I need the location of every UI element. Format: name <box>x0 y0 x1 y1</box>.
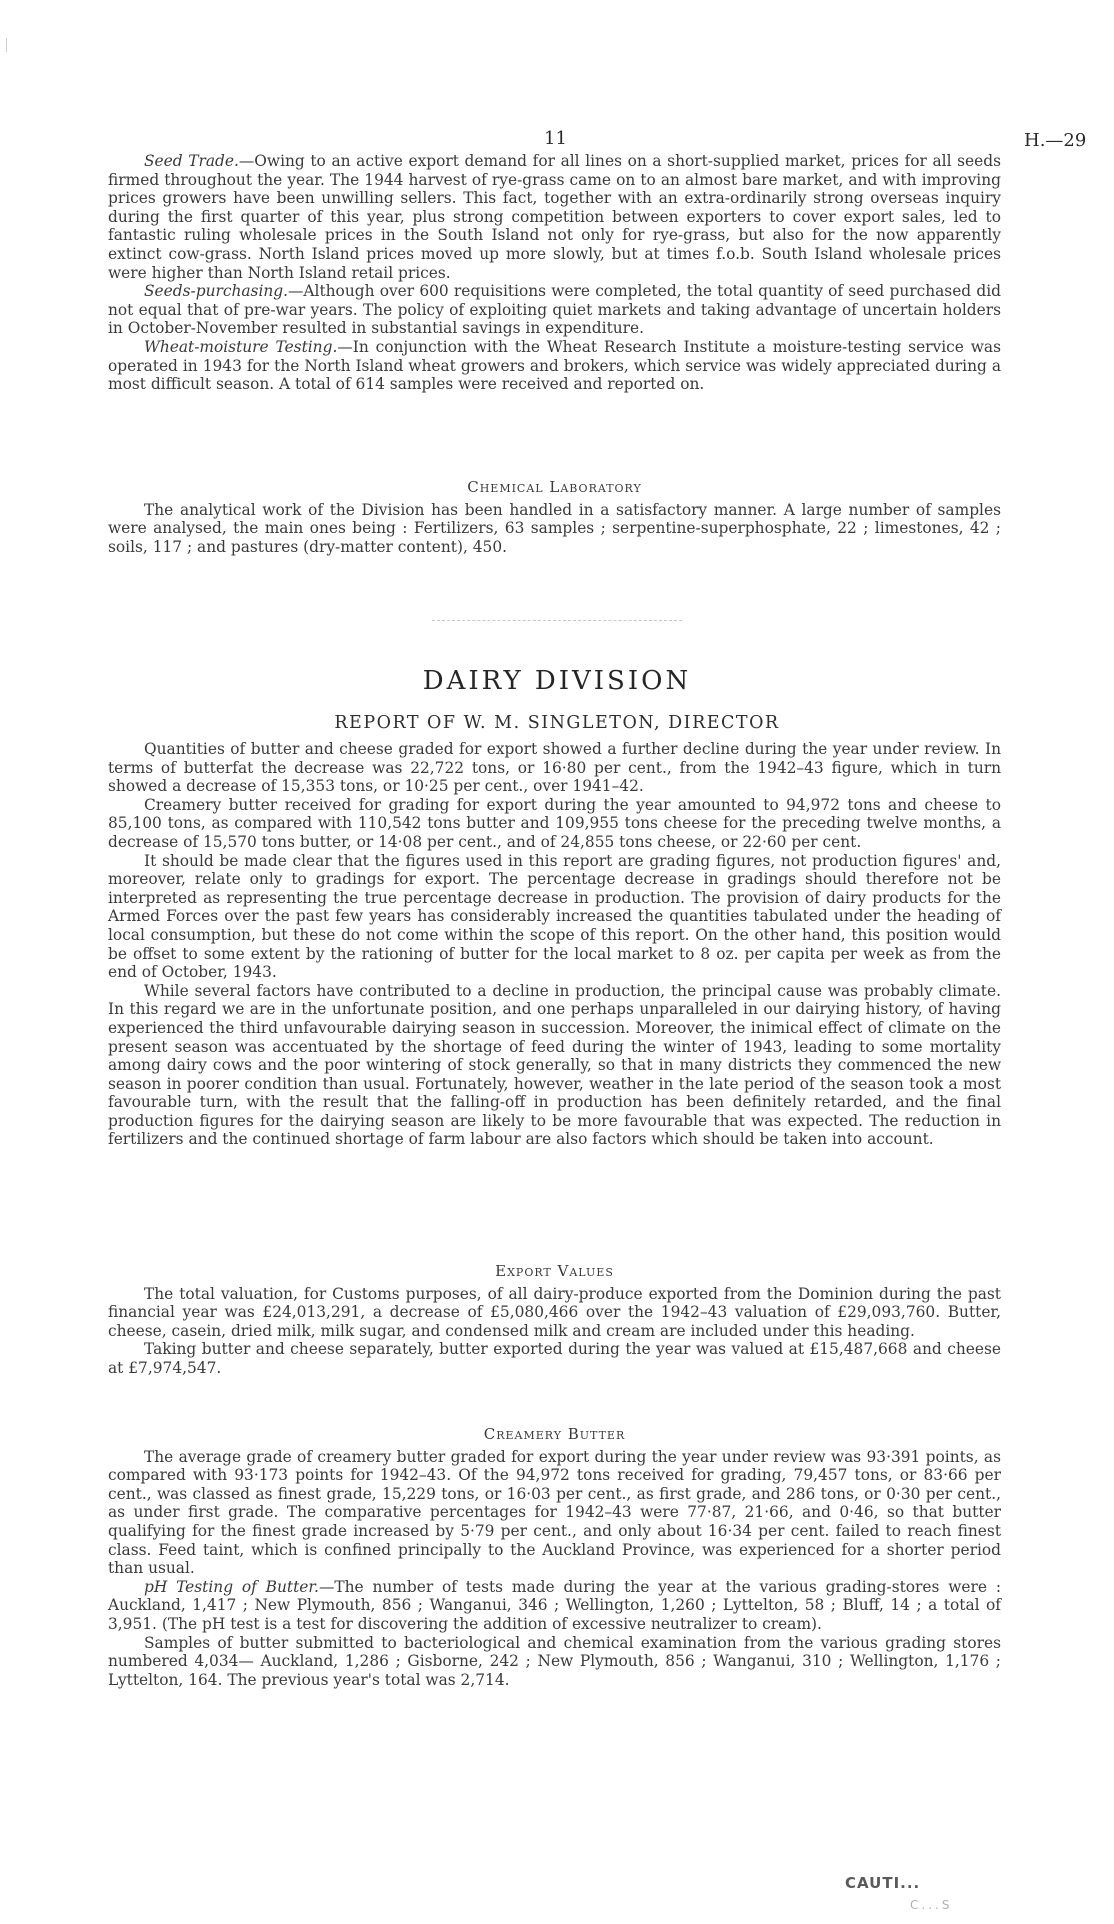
run-in-heading: Wheat-moisture Testing. <box>144 337 338 356</box>
paragraph-average-grade <box>108 1448 1001 1578</box>
run-in-heading: Seeds-purchasing. <box>144 282 289 301</box>
paragraph-text: —Although over 600 requisitions were completed, the total quantity of seed purchased did not equal that of pre-war years. The policy of exploiting quiet markets and taking advantage of uncertain holders in October-November resulted in substantial savings in expenditure. <box>108 282 1001 338</box>
paragraph-chemical-lab: The analytical work of the Division has been handled in a satisfactory manner. A large number of samples were analysed, the main ones being : Fertilizers, 63 samples ; serpentine-superphosphate, 22 ; limestones, 42 ; soils, 117 ; and pastures (dry-matter content), 450. <box>108 500 1001 556</box>
paragraph-creamery-totals: Creamery butter received for grading for export during the year amounted to 94,972 tons and cheese to 85,100 tons, as compared with 110,542 tons butter and 109,955 tons cheese for the preceding twelve months, a decrease of 15,570 tons butter, or 14·08 per cent., and of 24,855 tons cheese, or 22·60 per cent. <box>108 795 1001 851</box>
paragraph-seed-trade <box>108 152 1001 282</box>
paragraph-butter-cheese-values: Taking butter and cheese separately, butter exported during the year was valued at £15,487,668 and cheese at £7,974,547. <box>108 1340 1001 1377</box>
paragraph-text: —The number of tests made during the year at the various grading-stores were : Auckland, 1,417 ; New Plymouth, 856 ; Wanganui, 346 ; Wellington, 1,260 ; Lyttelton, 58 ; Bluff, 14 ; a total of 3,951. (The pH test is a test for discovering the addition of excessive neutralizer to cream). <box>108 1577 1002 1633</box>
chemical-lab-section <box>108 478 1001 556</box>
caution-stamp: CAUTI... <box>845 1874 921 1892</box>
run-in-heading: pH Testing of Butter. <box>144 1577 319 1596</box>
page-reference: H.—29 <box>1024 130 1087 151</box>
dairy-division-body <box>108 740 1001 1149</box>
paragraph-total-valuation: The total valuation, for Customs purposes, of all dairy-produce exported from the Dominion during the past financial year was £24,013,291, a decrease of £5,080,466 over the 1942–43 valuation of £29,093,760. Butter, cheese, casein, dried milk, milk sugar, and condensed milk and cream are included under this heading. <box>108 1284 1001 1340</box>
run-in-heading: Seed Trade. <box>144 152 239 170</box>
faint-stamp-mark: C...S <box>910 1898 953 1912</box>
paragraph-ph-testing <box>108 1578 1001 1634</box>
paragraph-text: —Owing to an active export demand for all lines on a short-supplied market, prices for all seeds firmed throughout the year. The 1944 harvest of rye-grass came on to an almost bare market, and with improving prices growers have been unwilling sellers. This fact, together with an extra-ordinarily strong overseas inquiry during the first quarter of this year, plus strong competition between exporters to cover export sales, led to fantastic ruling wholesale prices in the South Island not only for rye-grass, but also for the now apparently extinct cow-grass. North Island prices moved up more slowly, but at times f.o.b. South Island wholesale prices were higher than North Island retail prices. <box>108 152 1002 282</box>
section-heading: Export Values <box>495 1262 614 1280</box>
page-number: 11 <box>544 128 567 149</box>
paragraph-seeds-purchasing <box>108 282 1001 338</box>
section-heading: Chemical Laboratory <box>467 478 642 496</box>
paragraph-text: —In conjunction with the Wheat Research Institute a moisture-testing service was operated in 1943 for the North Island wheat growers and brokers, which service was widely appreciated during a most difficult season. A total of 614 samples were received and reported on. <box>108 337 1001 394</box>
division-title: DAIRY DIVISION <box>422 666 692 696</box>
paragraph-samples <box>108 1634 1001 1690</box>
paragraph-wheat-moisture <box>108 338 1001 394</box>
paragraph-grading-decline: Quantities of butter and cheese graded for export showed a further decline during the year under review. In terms of butterfat the decrease was 22,722 tons, or 16·80 per cent., from the 1942–43 figure, which in turn showed a decrease of 15,353 tons, or 10·25 per cent., over 1941–42. <box>108 740 1001 796</box>
page-edge-mark <box>6 38 7 52</box>
section-divider <box>432 620 682 621</box>
paragraph-text: The average grade of creamery butter graded for export during the year under review was 93·391 points, as compared with 93·173 points for 1942–43. Of the 94,972 tons received for grading, 79,457 tons, or 83·66 per cent., was classed as finest grade, 15,229 tons, or 16·03 per cent., as first grade, and 286 tons, or 0·30 per cent., as under first grade. The comparative percentages for 1942–43 were 77·87, 21·66, and 0·46, so that butter qualifying for the finest grade increased by 5·79 per cent., and only about 16·34 per cent. failed to reach finest class. Feed taint, which is confined principally to the Auckland Province, was experienced for a shorter period than usual. <box>108 1447 1001 1578</box>
export-values-section <box>108 1262 1001 1378</box>
creamery-butter-section <box>108 1425 1001 1689</box>
section-heading: Creamery Butter <box>483 1425 626 1443</box>
paragraph-grading-figures: It should be made clear that the figures used in this report are grading figures, not production figures' and, moreover, relate only to gradings for export. The percentage decrease in gradings should therefore not be interpreted as representing the true percentage decrease in production. The provision of dairy products for the Armed Forces over the past few years has considerably increased the quantities tabulated under the heading of local consumption, but these do not come within the scope of this report. On the other hand, this position would be offset to some extent by the rationing of butter for the local market to 8 oz. per capita per week as from the end of October, 1943. <box>108 851 1001 982</box>
paragraph-climate: While several factors have contributed to a decline in production, the principal cause was probably climate. In this regard we are in the unfortunate position, and one perhaps unparalleled in our dairying history, of having experienced the third unfavourable dairying season in succession. Moreover, the inimical effect of climate on the present season was accentuated by the shortage of feed during the winter of 1943, leading to some mortality among dairy cows and the poor wintering of stock generally, so that in many districts they commenced the new season in poorer condition than usual. Fortunately, however, weather in the late period of the season took a most favourable turn, with the result that the falling-off in production has been definitely retarded, and the final production figures for the dairying season are likely to be more favourable that was expected. The reduction in fertilizers and the continued shortage of farm labour are also factors which should be taken into account. <box>108 981 1001 1149</box>
paragraph-text: Samples of butter submitted to bacteriological and chemical examination from the various grading stores numbered 4,034— Auckland, 1,286 ; Gisborne, 242 ; New Plymouth, 856 ; Wanganui, 310 ; Wellington, 1,176 ; Lyttelton, 164. The previous year's total was 2,714. <box>108 1633 1001 1689</box>
division-subtitle: REPORT OF W. M. SINGLETON, DIRECTOR <box>334 713 780 733</box>
seed-section <box>108 152 1001 394</box>
